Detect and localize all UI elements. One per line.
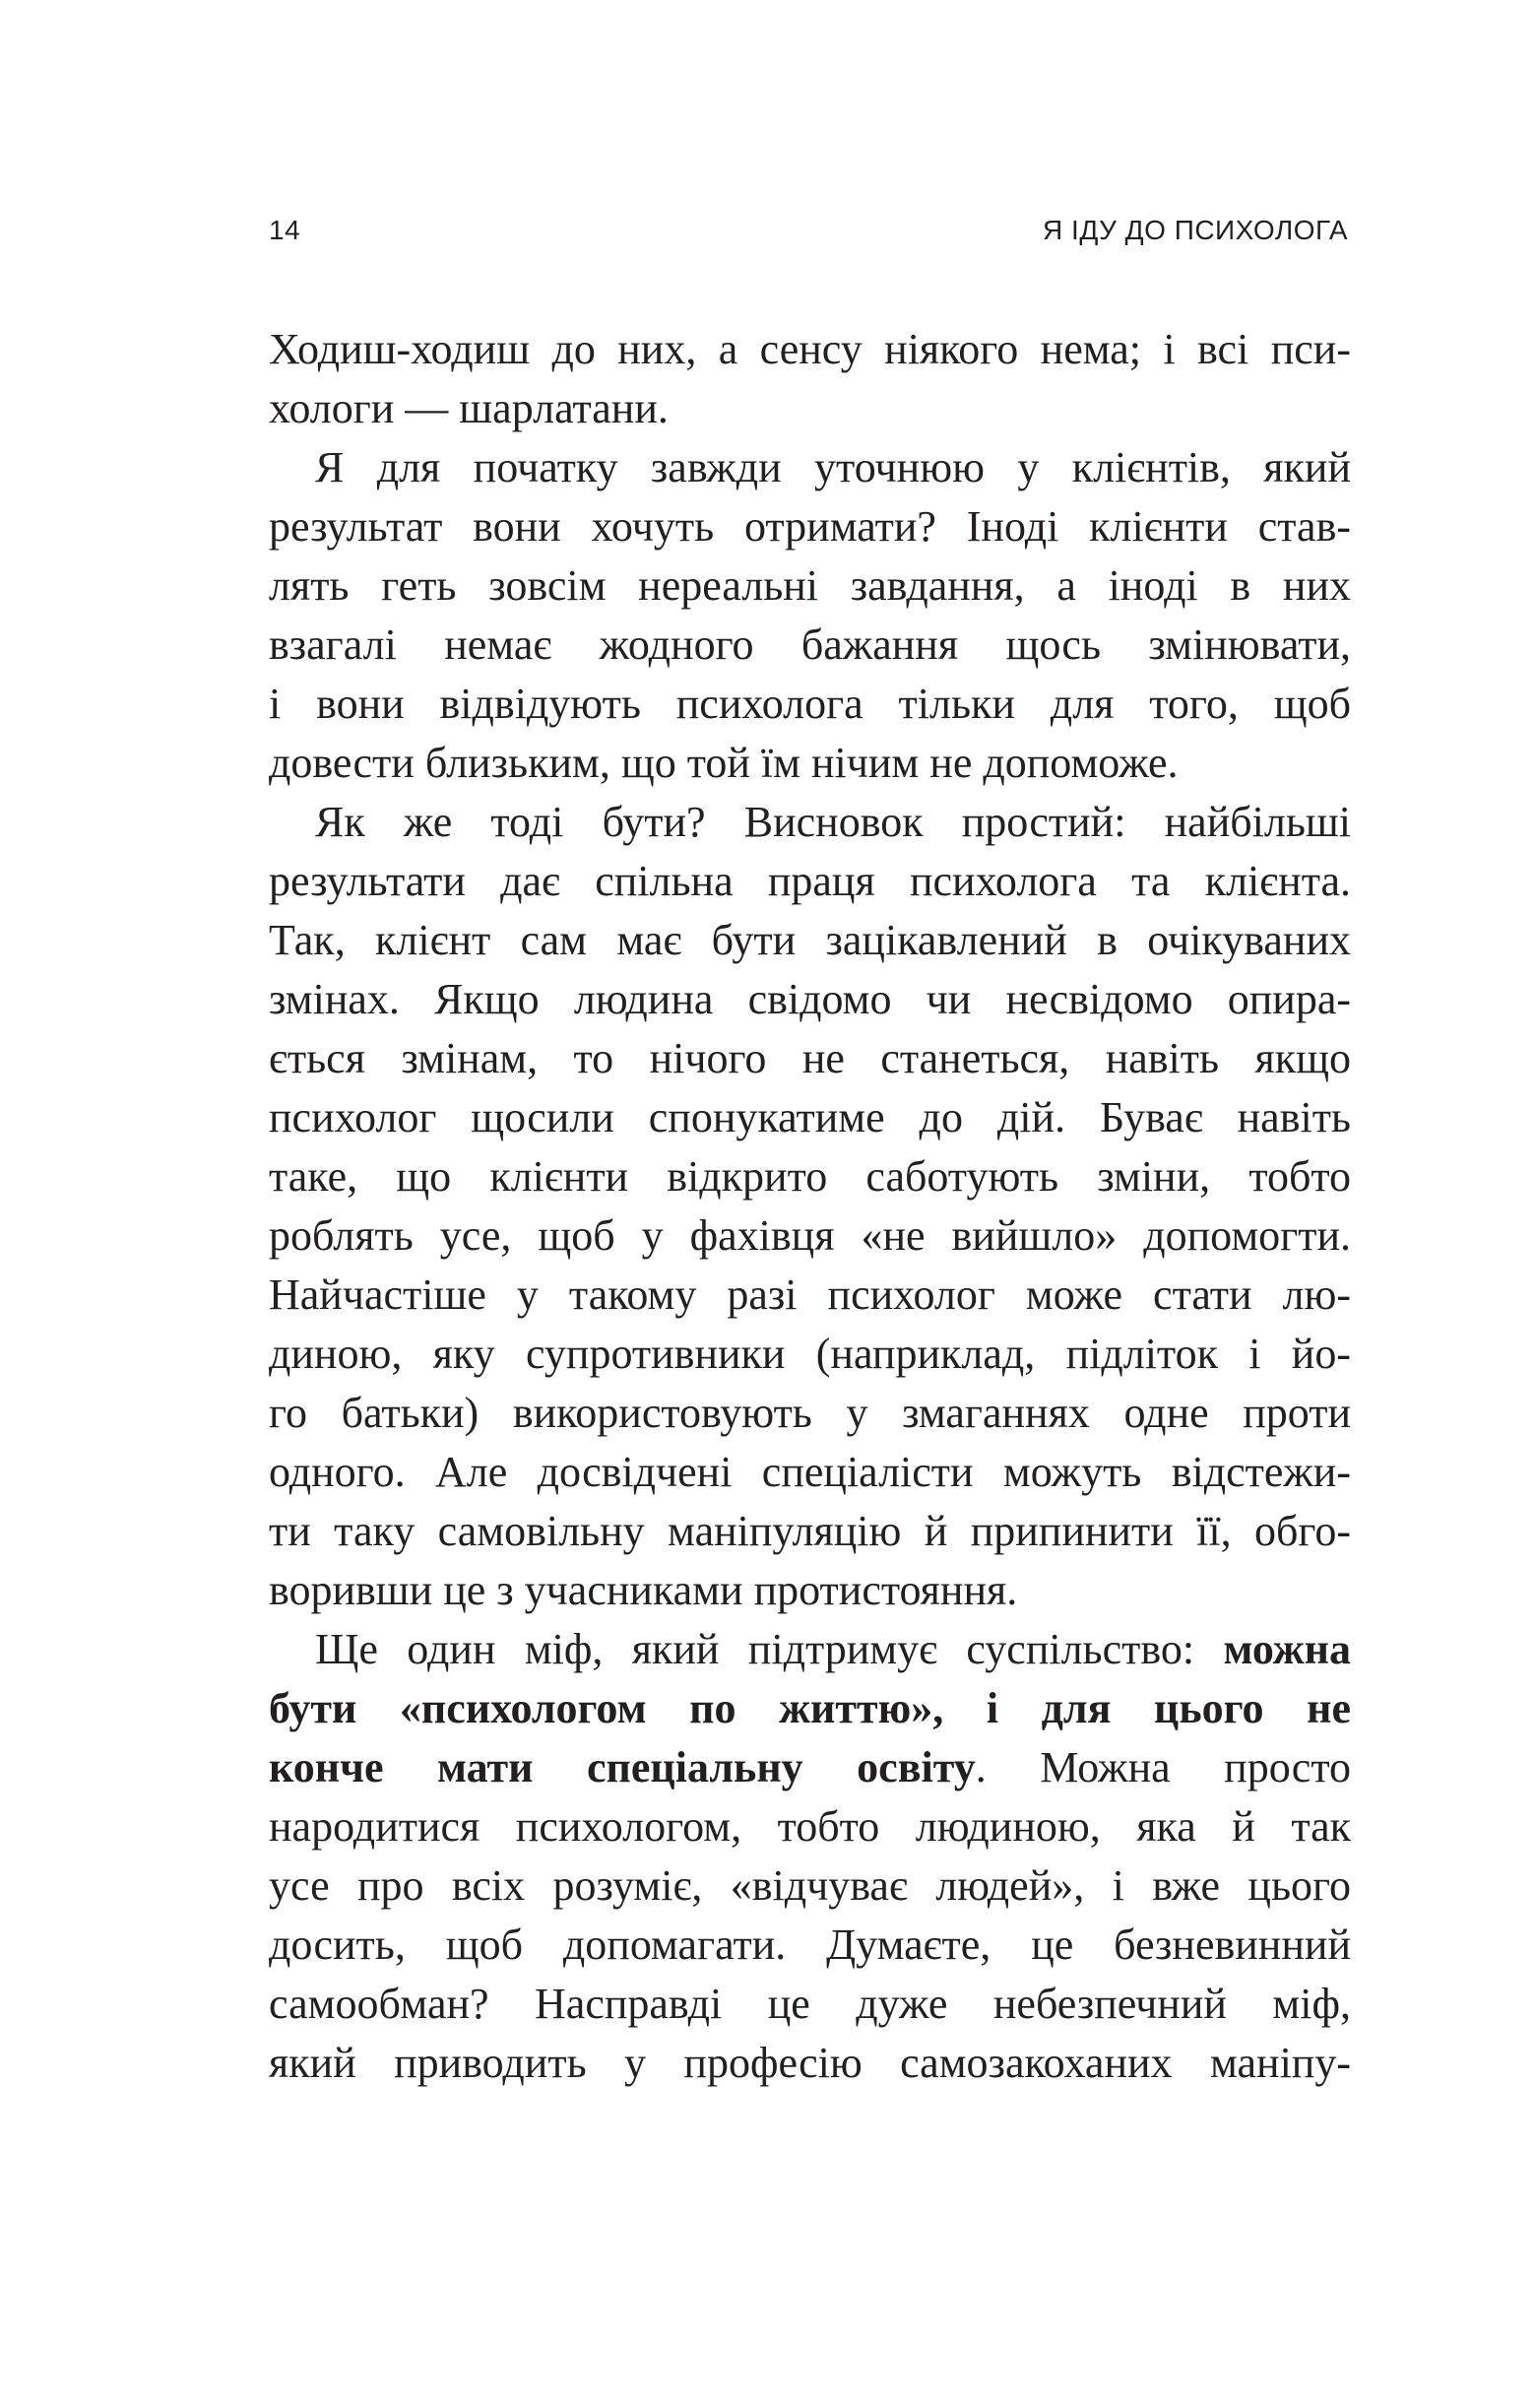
text-segment: роблять усе, щоб у фахівця «не вийшло» допомогти. xyxy=(269,1211,1351,1260)
text-line xyxy=(269,852,1351,911)
text-line xyxy=(269,497,1351,556)
text-line xyxy=(269,320,1351,379)
paragraph xyxy=(269,1620,1351,2093)
text-line xyxy=(269,1266,1351,1325)
text-segment: і вони відвідують психолога тільки для того, щоб xyxy=(269,680,1351,728)
text-segment: змінах. Якщо людина свідомо чи несвідомо опира- xyxy=(269,975,1351,1023)
text-line xyxy=(269,1916,1351,1975)
text-line xyxy=(315,438,1351,497)
text-segment: Ще один міф, який підтримує суспільство: xyxy=(315,1625,1224,1673)
text-line xyxy=(269,556,1351,616)
paragraph xyxy=(269,438,1351,793)
text-segment: лять геть зовсім нереальні завдання, а іноді в них xyxy=(269,561,1351,610)
text-segment: Ходиш-ходиш до них, а сенсу ніякого нема; і всі пси- xyxy=(269,325,1351,373)
text-segment: народитися психологом, тобто людиною, яка й так xyxy=(269,1802,1351,1851)
text-line xyxy=(269,1443,1351,1502)
text-line xyxy=(269,1797,1351,1856)
text-line xyxy=(269,1738,1351,1797)
text-line xyxy=(269,911,1351,970)
text-line xyxy=(269,616,1351,675)
text-segment: психолог щосили спонукатиме до дій. Буває навіть xyxy=(269,1093,1351,1141)
text-line xyxy=(315,793,1351,852)
text-segment: результат вони хочуть отримати? Іноді клієнти став- xyxy=(269,502,1351,551)
text-line xyxy=(269,1206,1351,1266)
body-text xyxy=(269,320,1351,2093)
text-segment: самообман? Насправді це дуже небезпечний міф, xyxy=(269,1980,1351,2028)
text-line xyxy=(269,1856,1351,1916)
bold-text: бути «психологом по життю», і для цього не xyxy=(269,1684,1351,1732)
text-segment: го батьки) використовують у змаганнях одне проти xyxy=(269,1389,1351,1437)
text-segment: Найчастіше у такому разі психолог може стати лю- xyxy=(269,1270,1351,1319)
text-line xyxy=(269,1384,1351,1443)
text-line xyxy=(269,1147,1351,1206)
text-segment: який приводить у професію самозакоханих маніпу- xyxy=(269,2039,1351,2087)
text-line xyxy=(269,1325,1351,1384)
text-line xyxy=(269,1088,1351,1147)
paragraph xyxy=(269,793,1351,1620)
text-segment: одного. Але досвідчені спеціалісти можуть відстежи- xyxy=(269,1448,1351,1496)
text-segment: Так, клієнт сам має бути зацікавлений в очікуваних xyxy=(269,916,1351,964)
text-line xyxy=(269,1679,1351,1738)
text-segment: результати дає спільна праця психолога та клієнта. xyxy=(269,857,1351,905)
text-line xyxy=(269,1029,1351,1088)
text-line xyxy=(269,1975,1351,2034)
text-segment: ється змінам, то нічого не станеться, навіть якщо xyxy=(269,1034,1351,1082)
text-segment: ти таку самовільну маніпуляцію й припинити її, обго- xyxy=(269,1507,1351,1555)
text-segment: усе про всіх розуміє, «відчуває людей», і вже цього xyxy=(269,1861,1351,1910)
text-line xyxy=(269,379,1351,438)
text-line xyxy=(269,1561,1351,1620)
bold-text: можна xyxy=(1223,1625,1351,1673)
running-title: Я ІДУ ДО ПСИХОЛОГА xyxy=(1043,215,1348,245)
paragraph xyxy=(269,320,1351,438)
text-segment: довести близьким, що той їм нічим не допоможе. xyxy=(269,739,1179,787)
text-segment: диною, яку супротивники (наприклад, підліток і йо- xyxy=(269,1330,1351,1378)
bold-text: конче мати спеціальну освіту xyxy=(269,1743,976,1791)
text-segment: Як же тоді бути? Висновок простий: найбільші xyxy=(315,798,1351,846)
text-segment: таке, що клієнти відкрито саботують зміни, тобто xyxy=(269,1152,1351,1201)
text-segment: взагалі немає жодного бажання щось змінювати, xyxy=(269,620,1351,669)
text-line xyxy=(269,970,1351,1029)
text-line xyxy=(315,1620,1351,1679)
text-segment: досить, щоб допомагати. Думаєте, це безневинний xyxy=(269,1920,1351,1969)
text-line xyxy=(269,734,1351,793)
text-segment: Я для початку завжди уточнюю у клієнтів, який xyxy=(315,443,1351,491)
text-line xyxy=(269,675,1351,734)
text-line xyxy=(269,2034,1351,2093)
text-segment: хологи — шарлатани. xyxy=(269,384,669,432)
page-number: 14 xyxy=(269,215,301,245)
text-segment: . Можна просто xyxy=(975,1743,1351,1791)
text-segment: воривши це з учасниками протистояння. xyxy=(269,1566,1018,1614)
text-line xyxy=(269,1502,1351,1561)
